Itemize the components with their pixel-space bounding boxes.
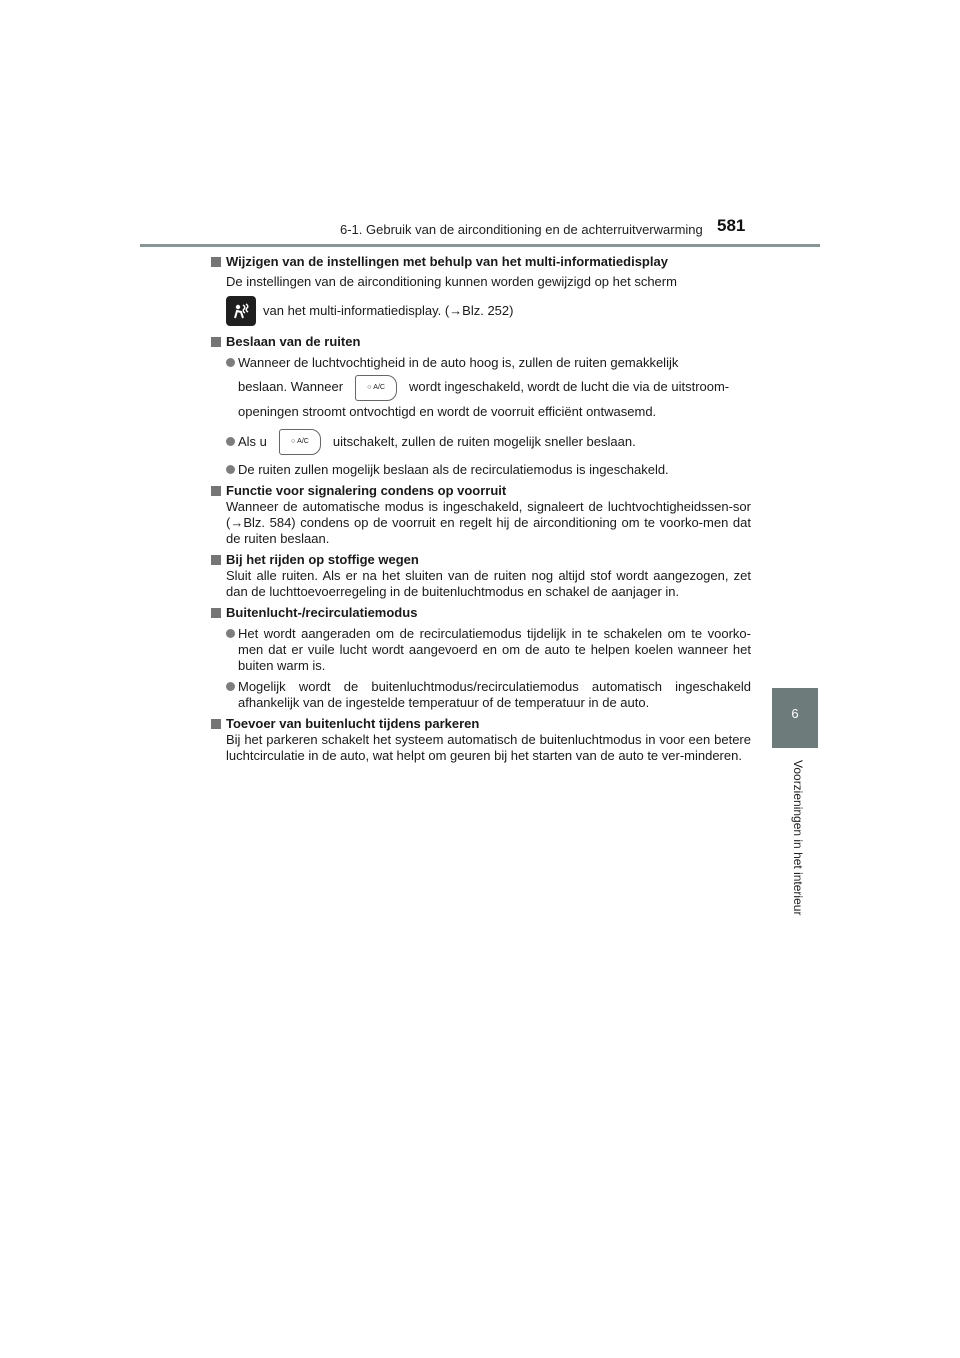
ac-button-label: A/C <box>373 383 385 391</box>
page-header-title: 6-1. Gebruik van de airconditioning en de achterruitverwarming <box>340 222 703 237</box>
bullet-text: beslaan. Wanneer <box>238 379 344 394</box>
bullet-dot-icon <box>226 682 235 691</box>
section-multi-info-settings <box>211 254 751 329</box>
section-square-icon <box>211 486 221 496</box>
section-text: van het multi-informatiedisplay. (→Blz. 252) <box>263 303 514 318</box>
list-item <box>226 626 751 674</box>
bullet-text: uitschakelt, zullen de ruiten mogelijk sneller beslaan. <box>332 433 636 449</box>
bullet-text: Wanneer de luchtvochtigheid in de auto hoog is, zullen de ruiten gemakkelijk <box>238 355 679 370</box>
page-number: 581 <box>717 216 746 235</box>
section-condensation-signal <box>211 483 751 547</box>
section-square-icon <box>211 337 221 347</box>
section-heading: Buitenlucht-/recirculatiemodus <box>226 605 418 621</box>
header-divider <box>140 244 820 247</box>
bullet-text: Het wordt aangeraden om de recirculatiemodus tijdelijk in te schakelen om te voorko-men dat er vuile lucht wordt aangevoerd en om de auto te helpen koelen wanneer het buiten warm is. <box>238 626 751 674</box>
bullet-text: openingen stroomt ontvochtigd en wordt de voorruit efficiënt ontwasemd. <box>238 403 657 419</box>
ac-button-label: A/C <box>297 438 309 446</box>
list-item <box>226 462 751 478</box>
section-square-icon <box>211 608 221 618</box>
section-text: Bij het parkeren schakelt het systeem automatisch de buitenluchtmodus in voor een betere luchtcirculatie in de auto, wat helpt om geuren bij het starten van de auto te ver-minderen. <box>226 732 751 764</box>
chapter-number: 6 <box>791 706 799 721</box>
icon-text-line <box>226 293 751 329</box>
bullet-text-line <box>238 429 751 456</box>
bullet-dot-icon <box>226 358 235 367</box>
section-square-icon <box>211 719 221 729</box>
section-heading: Wijzigen van de instellingen met behulp van het multi-informatiedisplay <box>226 254 668 269</box>
section-window-fogging <box>211 334 751 478</box>
content-body <box>211 254 751 764</box>
list-item <box>226 679 751 711</box>
section-square-icon <box>211 257 221 267</box>
section-dusty-roads <box>211 552 751 600</box>
bullet-text: Mogelijk wordt de buitenluchtmodus/recirculatiemodus automatisch ingeschakeld afhankelijk van de ingestelde temperatuur of de temperatuur in de auto. <box>238 679 751 711</box>
climate-screen-icon <box>226 296 256 326</box>
chapter-tab <box>772 688 818 748</box>
section-heading: Beslaan van de ruiten <box>226 334 361 349</box>
bullet-text: Als u <box>238 433 267 449</box>
bullet-dot-icon <box>226 437 235 446</box>
bullet-text-line <box>238 374 751 401</box>
section-square-icon <box>211 555 221 565</box>
bullet-dot-icon <box>226 465 235 474</box>
section-heading: Functie voor signalering condens op voorruit <box>226 483 507 499</box>
chapter-title: Voorzieningen in het interieur <box>791 760 805 916</box>
bullet-text: De ruiten zullen mogelijk beslaan als de recirculatiemodus is ingeschakeld. <box>238 462 669 478</box>
section-text: Wanneer de automatische modus is ingeschakeld, signaleert de luchtvochtigheidssen-sor (→Blz. 584) condens op de voorruit en regelt hij de airconditioning om te voorko-men dat de ruiten beslaan. <box>226 499 751 547</box>
section-recirculation <box>211 605 751 711</box>
section-text: De instellingen van de airconditioning kunnen worden gewijzigd op het scherm <box>226 274 677 289</box>
ac-button-icon: ○ A/C <box>355 375 397 401</box>
bullet-dot-icon <box>226 629 235 638</box>
list-item <box>226 355 751 420</box>
section-heading: Toevoer van buitenlucht tijdens parkeren <box>226 716 480 732</box>
ac-button-icon: ○ A/C <box>279 429 321 455</box>
section-heading: Bij het rijden op stoffige wegen <box>226 552 419 568</box>
section-text: Sluit alle ruiten. Als er na het sluiten van de ruiten nog altijd stof wordt aangezogen, zet dan de luchttoevoerregeling in de buitenluchtmodus en schakel de aanjager in. <box>226 568 751 600</box>
bullet-text: wordt ingeschakeld, wordt de lucht die via de uitstroom- <box>409 379 730 394</box>
list-item <box>226 429 751 456</box>
section-parking-air <box>211 716 751 764</box>
